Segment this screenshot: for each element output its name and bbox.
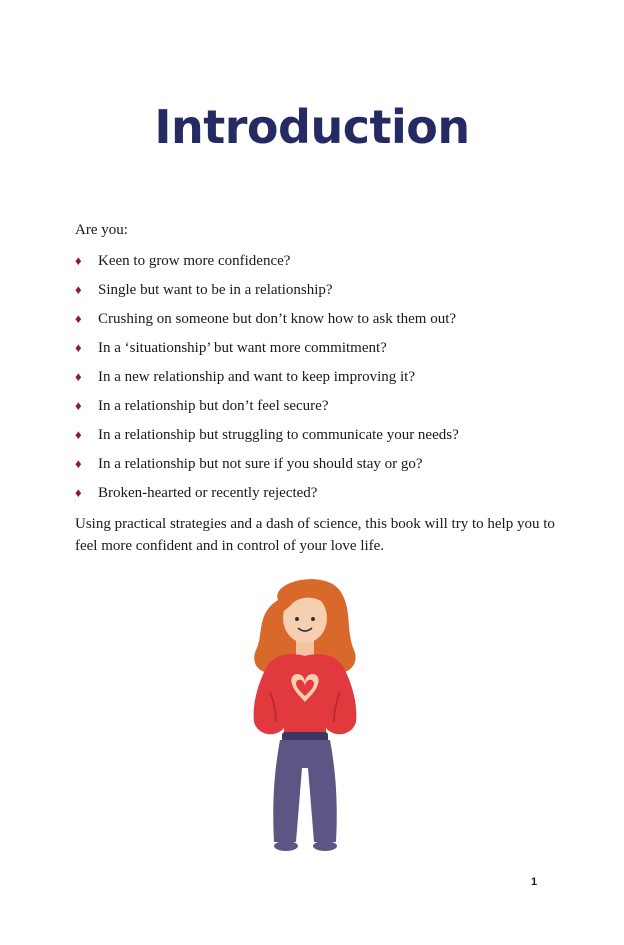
diamond-bullet-icon: ♦: [75, 485, 82, 500]
intro-text: Are you:: [75, 222, 128, 238]
list-item: ♦ In a ‘situationship’ but want more commitment?: [75, 340, 387, 356]
list-item: ♦ In a relationship but not sure if you should stay or go?: [75, 456, 423, 472]
page-title: Introduction: [154, 100, 470, 154]
page-number: 1: [531, 876, 538, 888]
list-item: ♦ In a relationship but struggling to communicate your needs?: [75, 427, 459, 443]
list-item: ♦ Single but want to be in a relationship?: [75, 282, 333, 298]
list-item: ♦ In a new relationship and want to keep improving it?: [75, 369, 415, 385]
diamond-bullet-icon: ♦: [75, 398, 82, 413]
woman-heart-hands-illustration: [230, 572, 380, 852]
list-item: ♦ In a relationship but don’t feel secure?: [75, 398, 329, 414]
diamond-bullet-icon: ♦: [75, 427, 82, 442]
diamond-bullet-icon: ♦: [75, 369, 82, 384]
closing-paragraph: Using practical strategies and a dash of science, this book will try to help you to feel more confident and in control of your love life.: [75, 516, 555, 554]
diamond-bullet-icon: ♦: [75, 253, 82, 268]
diamond-bullet-icon: ♦: [75, 311, 82, 326]
question-list: [75, 251, 459, 512]
list-item: ♦ Broken-hearted or recently rejected?: [75, 485, 318, 501]
diamond-bullet-icon: ♦: [75, 282, 82, 297]
diamond-bullet-icon: ♦: [75, 456, 82, 471]
list-item: ♦ Keen to grow more confidence?: [75, 253, 291, 269]
diamond-bullet-icon: ♦: [75, 340, 82, 355]
list-item: ♦ Crushing on someone but don’t know how to ask them out?: [75, 311, 457, 327]
